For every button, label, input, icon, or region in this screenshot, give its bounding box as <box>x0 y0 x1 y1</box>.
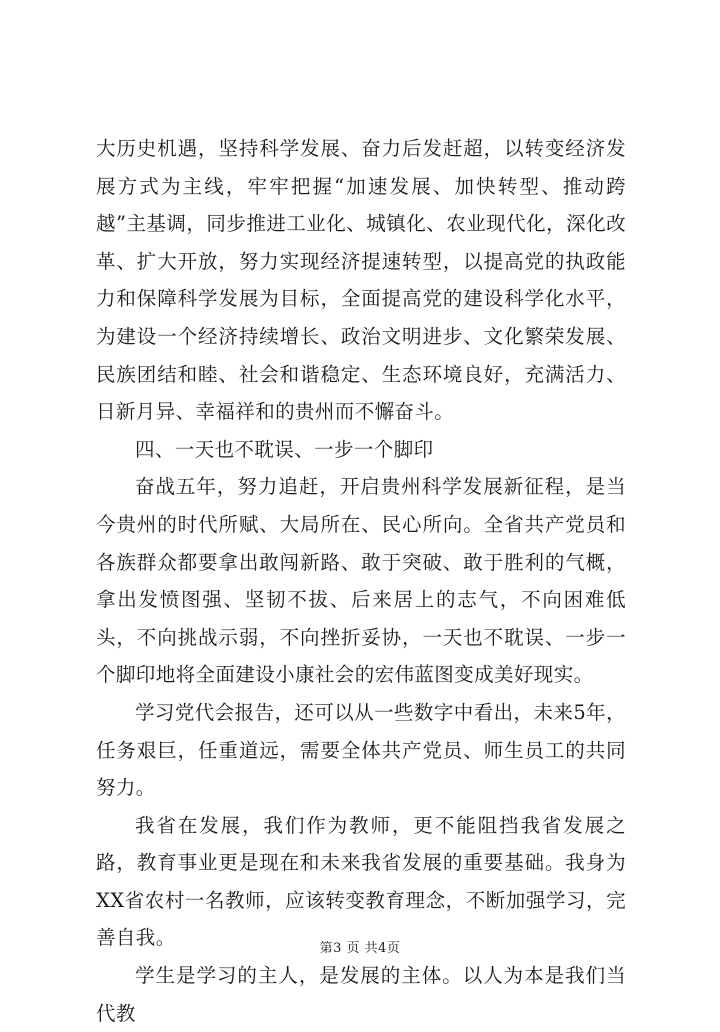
page-label-mid: 页 共 <box>346 941 379 956</box>
document-body <box>96 130 626 1032</box>
page-current-number: 3 <box>333 941 342 956</box>
paragraph: 奋战五年，努力追赶，开启贵州科学发展新征程，是当今贵州的时代所赋、大局所在、民心所向。全省共产党员和各族群众都要拿出敢闯新路、敢于突破、敢于胜利的气概，拿出发愤图强、坚韧不拔、后来居上的志气，不向困难低头，不向挑战示弱，不向挫折妥协，一天也不耽误、一步一个脚印地将全面建设小康社会的宏伟蓝图变成美好现实。 <box>96 475 626 687</box>
paragraph: 学生是学习的主人，是发展的主体。以人为本是我们当代教 <box>96 964 626 1025</box>
page-label-prefix: 第 <box>319 941 334 956</box>
paragraph: 我省在发展，我们作为教师，更不能阻挡我省发展之路，教育事业更是现在和未来我省发展的重要基础。我身为XX省农村一名教师，应该转变教育理念，不断加强学习，完善自我。 <box>96 813 626 950</box>
paragraph: 学习党代会报告，还可以从一些数字中看出，未来5年，任务艰巨，任重道远，需要全体共产党员、师生员工的共同努力。 <box>96 700 626 800</box>
paragraph-continuation: 大历史机遇，坚持科学发展、奋力后发赶超，以转变经济发展方式为主线，牢牢把握“加速发展、加快转型、推动跨越”主基调，同步推进工业化、城镇化、农业现代化，深化改革、扩大开放，努力实现经济提速转型，以提高党的执政能力和保障科学发展为目标，全面提高党的建设科学化水平，为建设一个经济持续增长、政治文明进步、文化繁荣发展、民族团结和睦、社会和谐稳定、生态环境良好，充满活力、日新月异、幸福祥和的贵州而不懈奋斗。 <box>96 137 626 424</box>
section-heading: 四、一天也不耽误、一步一个脚印 <box>135 437 434 461</box>
page-label-suffix: 页 <box>386 941 401 956</box>
page-total-number: 4 <box>378 941 387 956</box>
page-footer <box>0 937 720 956</box>
